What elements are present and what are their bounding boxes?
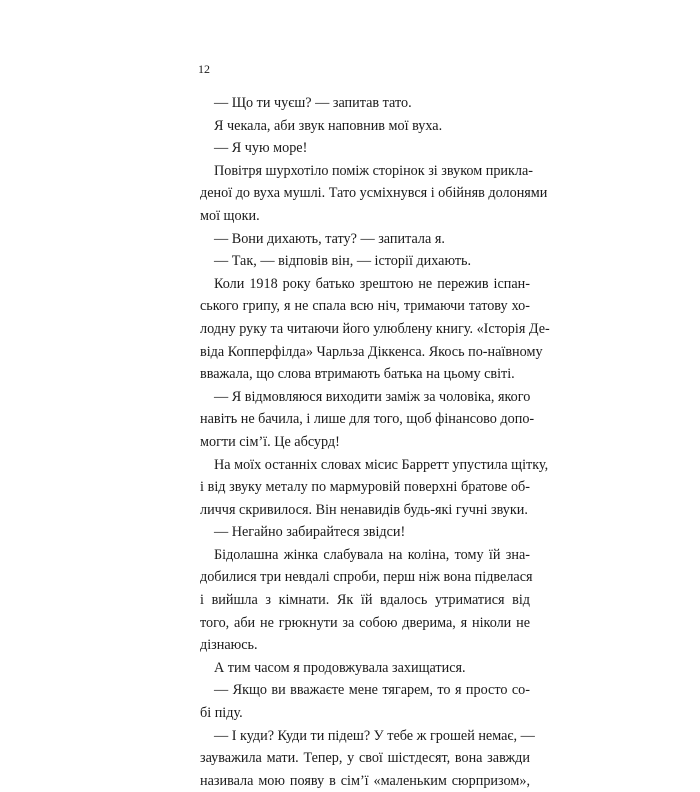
text-line: мої щоки. xyxy=(200,207,260,224)
text-line: зауважила мати. Тепер, у свої шістдесят, вона завжди xyxy=(200,750,530,767)
page-number: 12 xyxy=(198,62,210,76)
text-line: могти сім’ї. Це абсурд! xyxy=(200,433,340,450)
text-line: — Якщо ви вважаєте мене тягарем, то я просто со- xyxy=(214,682,530,699)
text-line: ського грипу, я не спала всю ніч, тримаючи татову хо- xyxy=(200,298,530,315)
text-line: лодну руку та читаючи його улюблену книгу. «Історія Де- xyxy=(200,320,550,337)
text-line: добилися три невдалі спроби, перш ніж вона підвелася xyxy=(200,569,533,586)
body-text xyxy=(200,92,550,792)
text-line: Бідолашна жінка слабувала на коліна, тому їй зна- xyxy=(214,546,530,563)
text-line: бі піду. xyxy=(200,705,243,722)
text-line: На моїх останніх словах місис Барретт упустила щітку, xyxy=(214,456,549,473)
text-line: — Що ти чуєш? — запитав тато. xyxy=(214,95,412,111)
text-line: називала мою появу в сім’ї «маленьким сюрпризом», xyxy=(200,772,530,789)
text-line: деної до вуха мушлі. Тато усміхнувся і обійняв долонями xyxy=(200,185,548,202)
text-line: навіть не бачила, і лише для того, щоб фінансово допо- xyxy=(200,411,535,428)
text-line: Коли 1918 року батько зрештою не пережив іспан- xyxy=(214,275,530,292)
text-line: Я чекала, аби звук наповнив мої вуха. xyxy=(214,117,443,134)
text-line: віда Копперфілда» Чарльза Діккенса. Якось по-наївному xyxy=(200,343,543,360)
text-line: і вийшла з кімнати. Як їй вдалось утриматися від xyxy=(200,592,530,609)
text-line: того, аби не грюкнути за собою дверима, я ніколи не xyxy=(200,614,530,631)
text-line: А тим часом я продовжувала захищатися. xyxy=(214,659,466,676)
text-line: — Негайно забирайтеся звідси! xyxy=(214,524,406,541)
text-line: — І куди? Куди ти підеш? У тебе ж грошей немає, — xyxy=(214,727,535,744)
text-line: вважала, що слова втримають батька на цьому світі. xyxy=(200,366,515,383)
text-line: — Я відмовляюся виходити заміж за чоловіка, якого xyxy=(214,388,531,405)
text-line: — Вони дихають, тату? — запитала я. xyxy=(214,230,445,247)
text-line: — Так, — відповів він, — історії дихають. xyxy=(214,253,472,270)
text-line: дізнаюсь. xyxy=(200,637,258,654)
text-line: Повітря шурхотіло поміж сторінок зі звуком прикла- xyxy=(214,162,534,179)
text-line: і від звуку металу по мармуровій поверхні братове об- xyxy=(200,479,530,496)
text-line: — Я чую море! xyxy=(214,140,308,157)
text-line: личчя скривилося. Він ненавидів будь-які гучні звуки. xyxy=(200,501,528,518)
